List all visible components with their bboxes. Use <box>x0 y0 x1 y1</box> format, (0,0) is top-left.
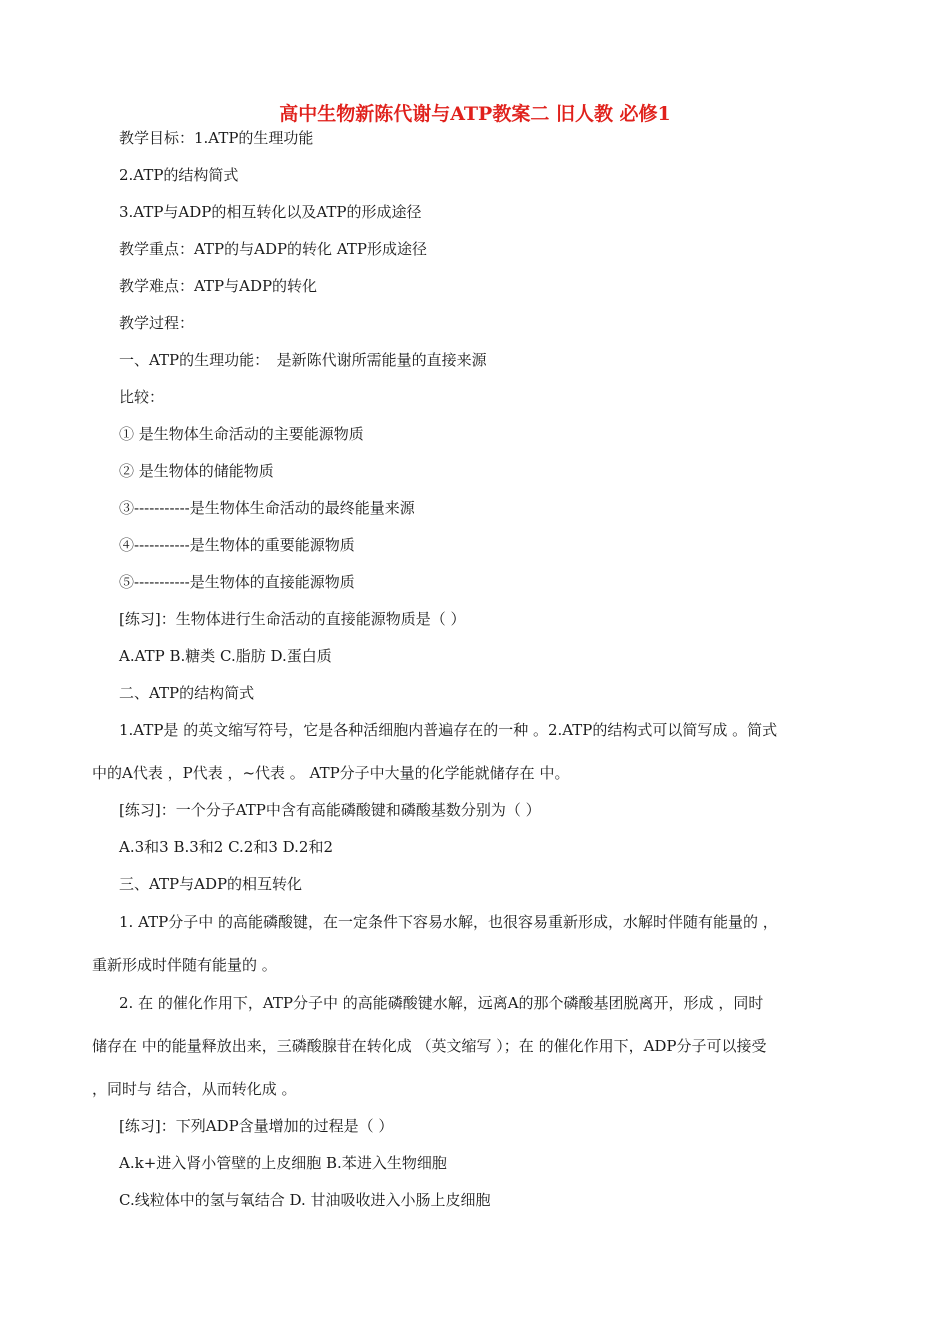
text-line: 教学重点：ATP的与ADP的转化 ATP形成途径 <box>119 240 427 258</box>
text-line: [练习]：生物体进行生命活动的直接能源物质是（ ） <box>119 610 466 628</box>
text-line: 三、ATP与ADP的相互转化 <box>119 875 303 893</box>
text-line: ③-----------是生物体生命活动的最终能量来源 <box>119 499 415 517</box>
text-line: 二、ATP的结构简式 <box>119 684 255 702</box>
text-line: 教学难点：ATP与ADP的转化 <box>119 277 318 295</box>
text-line: A.k+进入肾小管壁的上皮细胞 B.苯进入生物细胞 <box>119 1154 447 1172</box>
text-line: A.ATP B.糖类 C.脂肪 D.蛋白质 <box>119 647 332 665</box>
text-line: [练习]：一个分子ATP中含有高能磷酸键和磷酸基数分别为（ ） <box>119 801 541 819</box>
text-line: 1.ATP是 的英文缩写符号，它是各种活细胞内普遍存在的一种 。2.ATP的结构式可以简写成 。简式 <box>119 721 778 739</box>
text-line: C.线粒体中的氢与氧结合 D. 甘油吸收进入小肠上皮细胞 <box>119 1191 491 1209</box>
text-line: 1. ATP分子中 的高能磷酸键，在一定条件下容易水解，也很容易重新形成，水解时伴随有能量的 ， <box>119 913 778 931</box>
text-line: 储存在 中的能量释放出来，三磷酸腺苷在转化成 （英文缩写 ）；在 的催化作用下，ADP分子可以接受 <box>92 1037 767 1055</box>
text-line: ④-----------是生物体的重要能源物质 <box>119 536 355 554</box>
text-line: 中的A代表 ，P代表 ，~代表 。 ATP分子中大量的化学能就储存在 中。 <box>92 764 570 782</box>
text-line: 重新形成时伴随有能量的 。 <box>92 956 277 974</box>
text-line: 教学过程： <box>119 314 195 332</box>
text-line: ② 是生物体的储能物质 <box>119 462 274 480</box>
text-line: [练习]：下列ADP含量增加的过程是（ ） <box>119 1117 394 1135</box>
text-line: ⑤-----------是生物体的直接能源物质 <box>119 573 355 591</box>
text-line: 比较： <box>119 388 165 406</box>
text-line: ① 是生物体生命活动的主要能源物质 <box>119 425 364 443</box>
document-title: 高中生物新陈代谢与ATP教案二 旧人教 必修1 <box>279 103 671 125</box>
text-line: 一、ATP的生理功能： 是新陈代谢所需能量的直接来源 <box>119 351 487 369</box>
text-line: A.3和3 B.3和2 C.2和3 D.2和2 <box>119 838 334 856</box>
text-line: 3.ATP与ADP的相互转化以及ATP的形成途径 <box>119 203 422 221</box>
text-line: 教学目标：1.ATP的生理功能 <box>119 129 314 147</box>
text-line: 2. 在 的催化作用下，ATP分子中 的高能磷酸键水解，远离A的那个磷酸基团脱离开，形成 ，同时 <box>119 994 764 1012</box>
text-line: 2.ATP的结构简式 <box>119 166 239 184</box>
text-line: ，同时与 结合，从而转化成 。 <box>92 1080 297 1098</box>
